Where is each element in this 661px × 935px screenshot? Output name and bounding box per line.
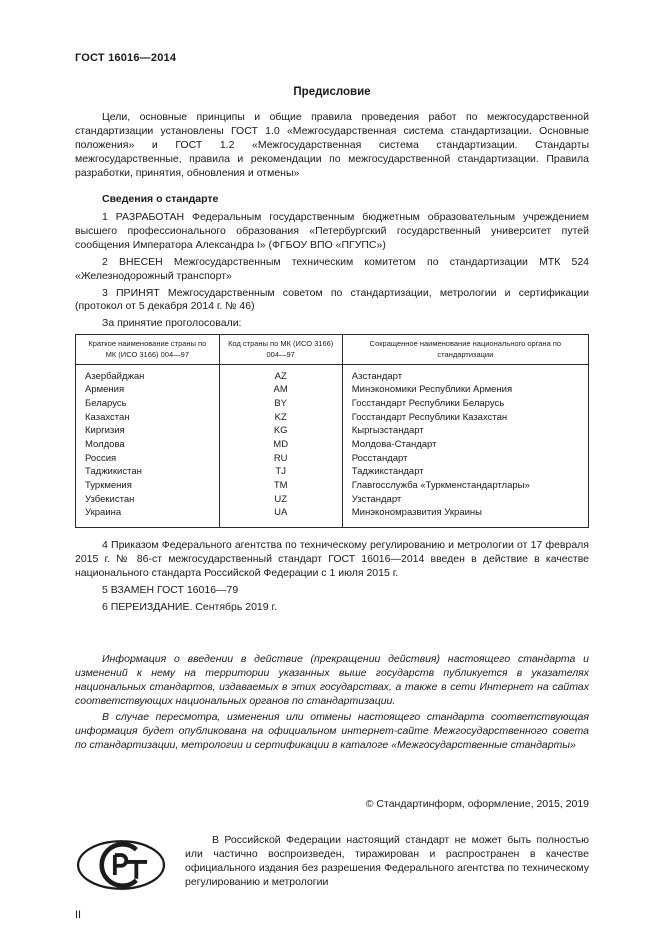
standards-body-name: Минэкономразвития Украины	[342, 506, 588, 527]
standards-body-name: Кыргызстандарт	[342, 424, 588, 438]
standard-info-item-2: 2 ВНЕСЕН Межгосударственным техническим комитетом по стандартизации МТК 524 «Железнодорожный транспорт»	[75, 255, 589, 282]
country-code: MD	[219, 438, 342, 452]
country-name: Беларусь	[76, 397, 220, 411]
copyright-line: © Стандартинформ, оформление, 2015, 2019	[365, 798, 589, 811]
country-name: Киргизия	[76, 424, 220, 438]
country-name: Молдова	[76, 438, 220, 452]
standard-info-heading: Сведения о стандарте	[102, 192, 219, 205]
country-name: Казахстан	[76, 411, 220, 425]
standards-body-name: Госстандарт Республики Беларусь	[342, 397, 588, 411]
country-code: KZ	[219, 411, 342, 425]
page-number: II	[75, 909, 82, 922]
country-code: UA	[219, 506, 342, 527]
standards-body-name: Узстандарт	[342, 493, 588, 507]
standard-info-item-1: 1 РАЗРАБОТАН Федеральным государственным бюджетным образовательным учреждением высшего профессионального образования «Петербургский государственный университет путей сообщения Императора Александра I» (ФГБОУ ВПО «ПГУПС»)	[75, 210, 589, 251]
standards-body-name: Молдова-Стандарт	[342, 438, 588, 452]
country-code: KG	[219, 424, 342, 438]
document-number: ГОСТ 16016—2014	[75, 52, 177, 64]
country-code: TJ	[219, 465, 342, 479]
country-code: TM	[219, 479, 342, 493]
standard-info-item-5: 5 ВЗАМЕН ГОСТ 16016—79	[102, 583, 239, 596]
note-publication-info: Информация о введении в действие (прекращении действия) настоящего стандарта и изменений к нему на территории указанных выше государств публикуется в указателях национальных стандартов, издаваемых в этих государствах, а также в сети Интернет на сайтах соответствующих национальных органов по стандартизации.	[75, 652, 589, 707]
intro-paragraph: Цели, основные принципы и общие правила проведения работ по межгосударственной стандартизации установлены ГОСТ 1.0 «Межгосударственная система стандартизации. Основные положения» и ГОСТ 1.2 «Межгосударственная система стандартизации. Стандарты межгосударственные, правила и рекомендации по межгосударственной стандартизации. Правила разработки, принятия, обновления и отмены»	[75, 111, 589, 179]
column-header-country-code: Код страны по МК (ИСО 3166) 004—97	[219, 335, 342, 364]
country-name: Армения	[76, 383, 220, 397]
column-header-country: Краткое наименование страны по МК (ИСО 3166) 004—97	[76, 335, 220, 364]
standards-body-name: Таджикстандарт	[342, 465, 588, 479]
vote-intro-line: За принятие проголосовали:	[102, 317, 242, 330]
standards-body-name: Азстандарт	[342, 364, 588, 383]
standards-body-name: Минэкономики Республики Армения	[342, 383, 588, 397]
vote-table-row	[76, 438, 589, 452]
vote-table-row	[76, 493, 589, 507]
country-code: UZ	[219, 493, 342, 507]
information-notes	[75, 653, 589, 753]
country-name: Россия	[76, 452, 220, 466]
standard-info-item-3: 3 ПРИНЯТ Межгосударственным советом по стандартизации, метрологии и сертификации (протокол от 5 декабря 2014 г. № 46)	[75, 286, 589, 313]
vote-table-header-row	[76, 335, 589, 364]
footer-block	[75, 834, 589, 897]
foreword-title: Предисловие	[293, 86, 371, 98]
vote-table-row	[76, 479, 589, 493]
vote-table-row	[76, 383, 589, 397]
standards-body-name: Главгосслужба «Туркменстандартлары»	[342, 479, 588, 493]
standard-info-item-6: 6 ПЕРЕИЗДАНИЕ. Сентябрь 2019 г.	[102, 600, 277, 613]
country-name: Азербайджан	[76, 364, 220, 383]
vote-table-row	[76, 506, 589, 527]
standards-body-name: Росстандарт	[342, 452, 588, 466]
vote-table-row	[76, 411, 589, 425]
vote-table-row	[76, 424, 589, 438]
vote-table-row	[76, 364, 589, 383]
standards-body-name: Госстандарт Республики Казахстан	[342, 411, 588, 425]
rst-certification-mark-icon	[75, 834, 185, 897]
country-code: AM	[219, 383, 342, 397]
country-name: Узбекистан	[76, 493, 220, 507]
note-revision-info: В случае пересмотра, изменения или отмены настоящего стандарта соответствующая информация будет опубликована на официальном интернет-сайте Межгосударственного совета по стандартизации, метрологии и сертификации в каталоге «Межгосударственные стандарты»	[75, 710, 589, 751]
column-header-standards-body: Сокращенное наименование национального органа по стандартизации	[342, 335, 588, 364]
reproduction-restriction-text: В Российской Федерации настоящий стандарт не может быть полностью или частично воспроизведен, тиражирован и распространен в качестве официального издания без разрешения Федерального агентства по техническому регулированию и метрологии	[185, 834, 589, 889]
vote-table-row	[76, 465, 589, 479]
vote-table-row	[76, 397, 589, 411]
country-name: Туркмения	[76, 479, 220, 493]
vote-table-row	[76, 452, 589, 466]
country-name: Украина	[76, 506, 220, 527]
country-code: BY	[219, 397, 342, 411]
country-name: Таджикистан	[76, 465, 220, 479]
country-code: RU	[219, 452, 342, 466]
country-code: AZ	[219, 364, 342, 383]
vote-table	[75, 334, 589, 528]
standard-info-item-4: 4 Приказом Федерального агентства по техническому регулированию и метрологии от 17 февраля 2015 г. № 86-ст межгосударственный стандарт ГОСТ 16016—2014 введен в действие в качестве национального стандарта Российской Федерации с 1 июля 2015 г.	[75, 539, 589, 579]
